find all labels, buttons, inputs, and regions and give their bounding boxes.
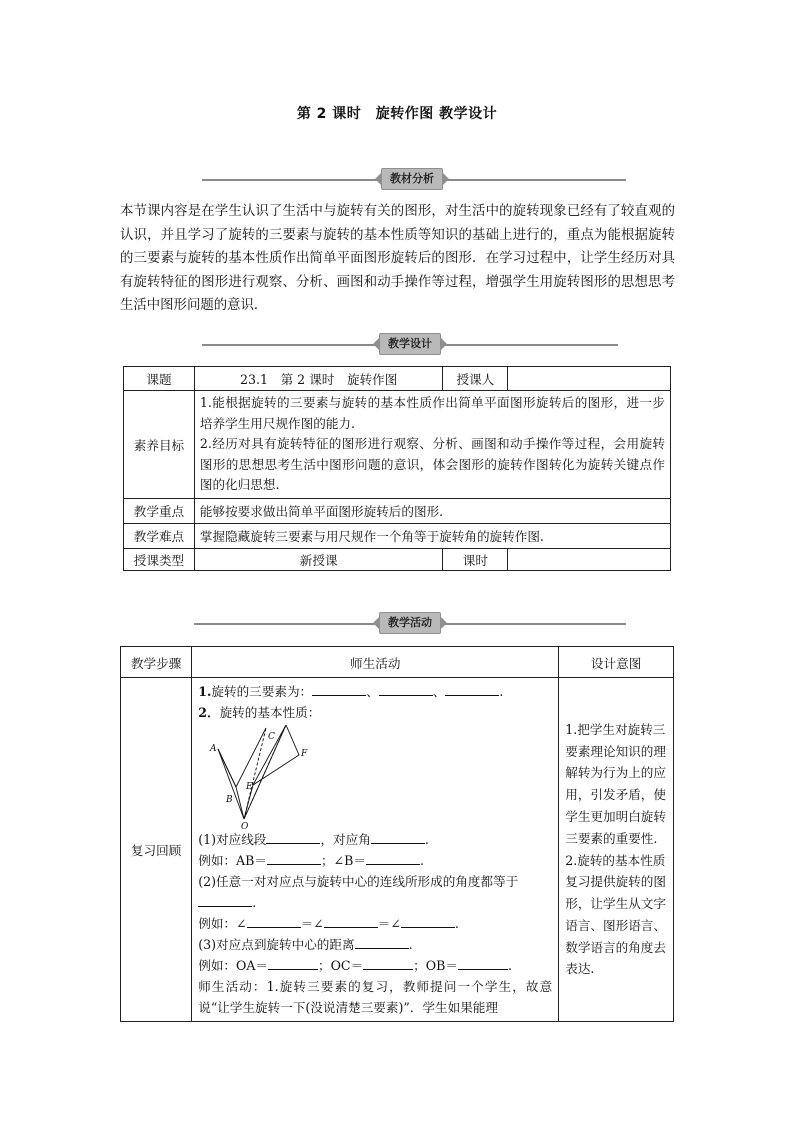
section-header-analysis bbox=[202, 174, 626, 186]
section-label: 教学设计 bbox=[379, 333, 441, 355]
period: . bbox=[499, 684, 504, 699]
ex3-text-c: ；OB＝ bbox=[413, 958, 458, 973]
activity-example-3 bbox=[198, 955, 552, 976]
activity-line-2 bbox=[198, 702, 552, 723]
ex2-eq: ＝∠ bbox=[377, 916, 401, 931]
analysis-paragraph: 本节课内容是在学生认识了生活中与旋转有关的图形，对生活中的旋转现象已经有了较直观的认识，并且学习了旋转的三要素与旋转的基本性质等知识的基础上进行的，重点为能根据旋转的三要素与旋转的基本性质作出简单平面图形旋转后的图形．在学习过程中，让学生经历对具有旋转特征的图形进行观察、分析、画图和动手操作等过程，增强学生用旋转图形的思想思考生活中图形问题的意识． bbox=[120, 204, 675, 313]
label-o: O bbox=[241, 822, 249, 829]
header-step: 教学步骤 bbox=[121, 647, 192, 678]
topic-label: 课题 bbox=[124, 367, 195, 391]
activity-prop-1 bbox=[198, 829, 552, 850]
prop3-text: (3)对应点到旋转中心的距离 bbox=[198, 937, 355, 952]
teacher-activity-text: 师生活动：1.旋转三要素的复习，教师提问一个学生，故意说“让学生旋转一下(没说清楚三要素)”．学生如果能理 bbox=[198, 979, 553, 1015]
ex3-text-b: ；OC＝ bbox=[318, 958, 364, 973]
intent-cell bbox=[559, 678, 674, 1022]
goal-1: 1.能根据旋转的三要素与旋转的基本性质作出简单平面图形旋转后的图形，进一步培养学生用尺规作图的能力. bbox=[199, 395, 665, 431]
answer-blank bbox=[366, 851, 420, 865]
answer-blank bbox=[445, 682, 499, 696]
figure-segment-ab bbox=[218, 749, 236, 787]
activity-prop-3 bbox=[198, 934, 552, 955]
answer-blank bbox=[379, 682, 433, 696]
period: . bbox=[507, 958, 512, 973]
activity-table bbox=[120, 646, 674, 1022]
prop1-text: (1)对应线段 bbox=[198, 832, 267, 847]
answer-blank bbox=[371, 830, 425, 844]
period: . bbox=[408, 937, 413, 952]
line1-prefix: 1. bbox=[198, 684, 212, 699]
ex3-text: 例如：OA＝ bbox=[198, 958, 269, 973]
answer-blank bbox=[247, 914, 301, 928]
ex1-text-b: ；∠B＝ bbox=[320, 853, 366, 868]
type-label: 授课类型 bbox=[124, 548, 195, 570]
goal-label: 素养目标 bbox=[124, 391, 195, 499]
period: . bbox=[424, 832, 429, 847]
answer-blank bbox=[268, 956, 318, 970]
teacher-value bbox=[508, 367, 671, 391]
figure-triangle-abc bbox=[218, 728, 266, 787]
answer-blank bbox=[458, 956, 508, 970]
ex2-eq: ＝∠ bbox=[300, 916, 324, 931]
hours-value bbox=[508, 548, 671, 570]
difficulty-value: 掌握隐藏旋转三要素与用尺规作一个角等于旋转角的旋转作图. bbox=[194, 523, 670, 548]
prop1-text-b: ，对应角 bbox=[320, 832, 371, 847]
label-c: C bbox=[268, 732, 276, 742]
header-activity: 师生活动 bbox=[192, 647, 559, 678]
key-label: 教学重点 bbox=[124, 498, 195, 523]
separator: 、 bbox=[432, 684, 446, 699]
period: . bbox=[252, 895, 257, 910]
line1-text: 旋转的三要素为： bbox=[211, 684, 313, 699]
answer-blank bbox=[401, 914, 455, 928]
figure-segment-oa bbox=[218, 749, 244, 819]
goal-2: 2.经历对具有旋转特征的图形进行观察、分析、画图和动手操作等过程，会用旋转图形的思想思考生活中图形问题的意识，体会图形的旋转作图转化为旋转关键点作图的化归思想. bbox=[199, 436, 665, 492]
answer-blank bbox=[266, 830, 320, 844]
page-title: 第 2 课时 旋转作图 教学设计 bbox=[296, 106, 498, 122]
answer-blank bbox=[355, 935, 409, 949]
label-f: F bbox=[301, 749, 308, 759]
line2-prefix: 2． bbox=[198, 705, 220, 720]
period: . bbox=[419, 853, 424, 868]
period: . bbox=[454, 916, 459, 931]
topic-value: 23.1 第 2 课时 旋转作图 bbox=[194, 367, 443, 391]
answer-blank bbox=[267, 851, 321, 865]
activity-line-1 bbox=[198, 681, 552, 702]
separator: 、 bbox=[366, 684, 379, 699]
answer-blank bbox=[363, 956, 413, 970]
line2-text: 旋转的基本性质： bbox=[219, 705, 321, 720]
answer-blank bbox=[198, 893, 252, 907]
header-intent: 设计意图 bbox=[559, 647, 674, 678]
goal-cell bbox=[194, 391, 670, 499]
activity-example-2 bbox=[198, 913, 552, 934]
section-header-design bbox=[202, 339, 618, 351]
label-b: B bbox=[226, 795, 233, 805]
intent-1: 1.把学生对旋转三要素理论知识的理解转为行为上的应用，引发矛盾，使学生更加明白旋转三要素的重要性. bbox=[565, 721, 666, 846]
type-value: 新授课 bbox=[194, 548, 443, 570]
label-a: A bbox=[210, 744, 217, 754]
label-d bbox=[283, 725, 291, 726]
ex2-text: 例如：∠ bbox=[198, 916, 247, 931]
section-label: 教学活动 bbox=[379, 612, 441, 634]
figure-segment-od bbox=[244, 725, 286, 819]
activity-example-1 bbox=[198, 850, 552, 871]
answer-blank bbox=[324, 914, 378, 928]
label-e: E bbox=[246, 782, 253, 792]
key-value: 能够按要求做出简单平面图形旋转后的图形. bbox=[194, 498, 670, 523]
section-label: 教材分析 bbox=[381, 168, 443, 190]
step-cell: 复习回顾 bbox=[121, 678, 192, 1022]
intent-2: 2.旋转的基本性质复习提供旋转的图形，让学生从文字语言、图形语言、数学语言的角度去表达. bbox=[565, 852, 666, 977]
answer-blank bbox=[312, 682, 366, 696]
activity-prop-2 bbox=[198, 871, 552, 913]
rotation-figure bbox=[198, 725, 552, 829]
ex1-text: 例如：AB＝ bbox=[198, 853, 267, 868]
difficulty-label: 教学难点 bbox=[124, 523, 195, 548]
prop2-text: (2)任意一对对应点与旋转中心的连线所形成的角度都等于 bbox=[198, 874, 519, 889]
figure-segment-ob bbox=[236, 787, 244, 819]
section-header-activity bbox=[194, 618, 626, 630]
activity-cell bbox=[192, 678, 559, 1022]
design-table bbox=[123, 366, 671, 571]
hours-label: 课时 bbox=[443, 548, 508, 570]
teacher-label: 授课人 bbox=[443, 367, 508, 391]
